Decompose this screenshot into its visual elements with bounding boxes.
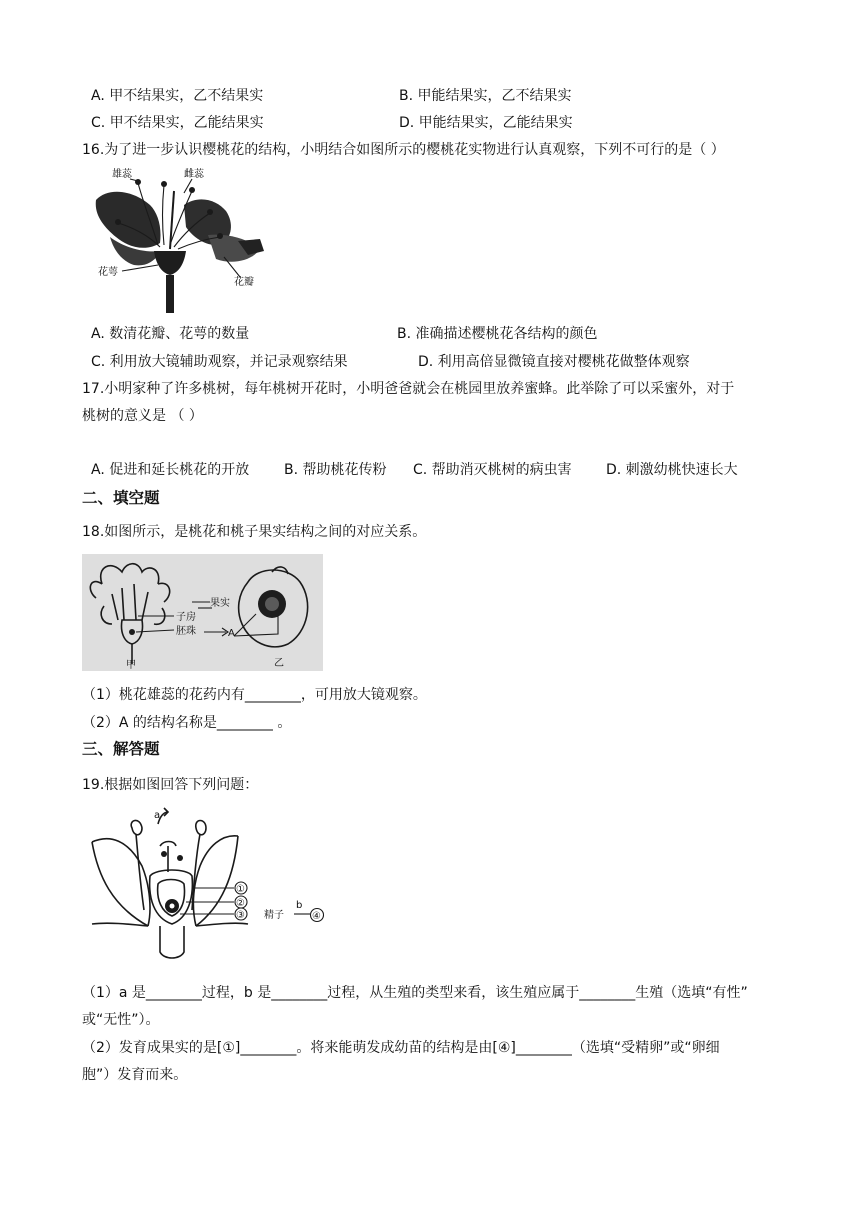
q19-label-1: ① xyxy=(236,884,245,895)
q19-label-2: ② xyxy=(236,898,245,909)
q16-option-b: B. 准确描述樱桃花各结构的颜色 xyxy=(397,326,598,342)
q19-stem: 19.根据如图回答下列问题： xyxy=(82,777,259,793)
q18-label-ovary: 子房 xyxy=(176,612,196,623)
q16-label-petal: 花瓣 xyxy=(234,277,254,288)
q16-stem: 16.为了进一步认识樱桃花的结构，小明结合如图所示的樱桃花实物进行认真观察，下列不可行的是（ ） xyxy=(82,142,725,158)
q16-option-c: C. 利用放大镜辅助观察，并记录观察结果 xyxy=(91,354,348,370)
q15-option-b: B. 甲能结果实，乙不结果实 xyxy=(399,88,572,104)
q18-flower-fruit-figure xyxy=(82,554,323,671)
q19-label-3: ③ xyxy=(236,910,245,921)
q17-option-c: C. 帮助消灭桃树的病虫害 xyxy=(413,462,572,478)
q15-option-a: A. 甲不结果实，乙不结果实 xyxy=(91,88,264,104)
q16-option-a: A. 数清花瓣、花萼的数量 xyxy=(91,326,250,342)
q16-label-stamen: 雄蕊 xyxy=(112,169,132,180)
q18-label-fruit: 果实 xyxy=(210,598,230,609)
q16-cherry-flower-figure xyxy=(88,165,270,315)
q17-option-b: B. 帮助桃花传粉 xyxy=(284,462,387,478)
q18-label-a: A xyxy=(228,628,235,639)
q19-label-sperm: 精子 xyxy=(264,910,284,921)
section-fill-in-title: 二、填空题 xyxy=(82,489,160,507)
q15-option-c: C. 甲不结果实，乙能结果实 xyxy=(91,115,264,131)
section-answer-title: 三、解答题 xyxy=(82,740,160,758)
q19-part2-line1: （2）发育成果实的是[①]________。将来能萌发成幼苗的结构是由[④]________（选填“受精卵”或“卵细 xyxy=(82,1040,720,1056)
q17-option-d: D. 刺激幼桃快速长大 xyxy=(606,462,738,478)
q16-label-pistil: 雌蕊 xyxy=(184,169,204,180)
q19-part1-line2: 或“无性”）。 xyxy=(82,1012,160,1028)
q16-option-d: D. 利用高倍显微镜直接对樱桃花做整体观察 xyxy=(418,354,690,370)
q18-label-yi: 乙 xyxy=(274,658,284,669)
q17-stem-line1: 17.小明家种了许多桃树，每年桃树开花时，小明爸爸就会在桃园里放养蜜蜂。此举除了可以采蜜外，对于 xyxy=(82,381,735,397)
q19-part1-line1: （1）a 是________过程，b 是________过程，从生殖的类型来看，该生殖应属于________生殖（选填“有性” xyxy=(82,985,748,1001)
q19-fertilization-figure xyxy=(88,806,334,970)
q18-part2: （2）A 的结构名称是________ 。 xyxy=(82,715,292,731)
q17-option-a: A. 促进和延长桃花的开放 xyxy=(91,462,250,478)
q18-part1: （1）桃花雄蕊的花药内有________，可用放大镜观察。 xyxy=(82,687,427,703)
q17-stem-line2: 桃树的意义是 （ ） xyxy=(82,408,203,424)
q16-label-sepal: 花萼 xyxy=(98,267,118,278)
q18-label-ovule: 胚珠 xyxy=(176,626,196,637)
q15-option-d: D. 甲能结果实，乙能结果实 xyxy=(399,115,573,131)
q19-part2-line2: 胞”）发育而来。 xyxy=(82,1067,188,1083)
q18-label-jia: 甲 xyxy=(126,660,136,671)
q19-label-a: a xyxy=(154,810,161,821)
q19-label-4: ④ xyxy=(312,911,321,922)
q19-label-b: b xyxy=(296,900,303,911)
q18-stem: 18.如图所示，是桃花和桃子果实结构之间的对应关系。 xyxy=(82,524,427,540)
